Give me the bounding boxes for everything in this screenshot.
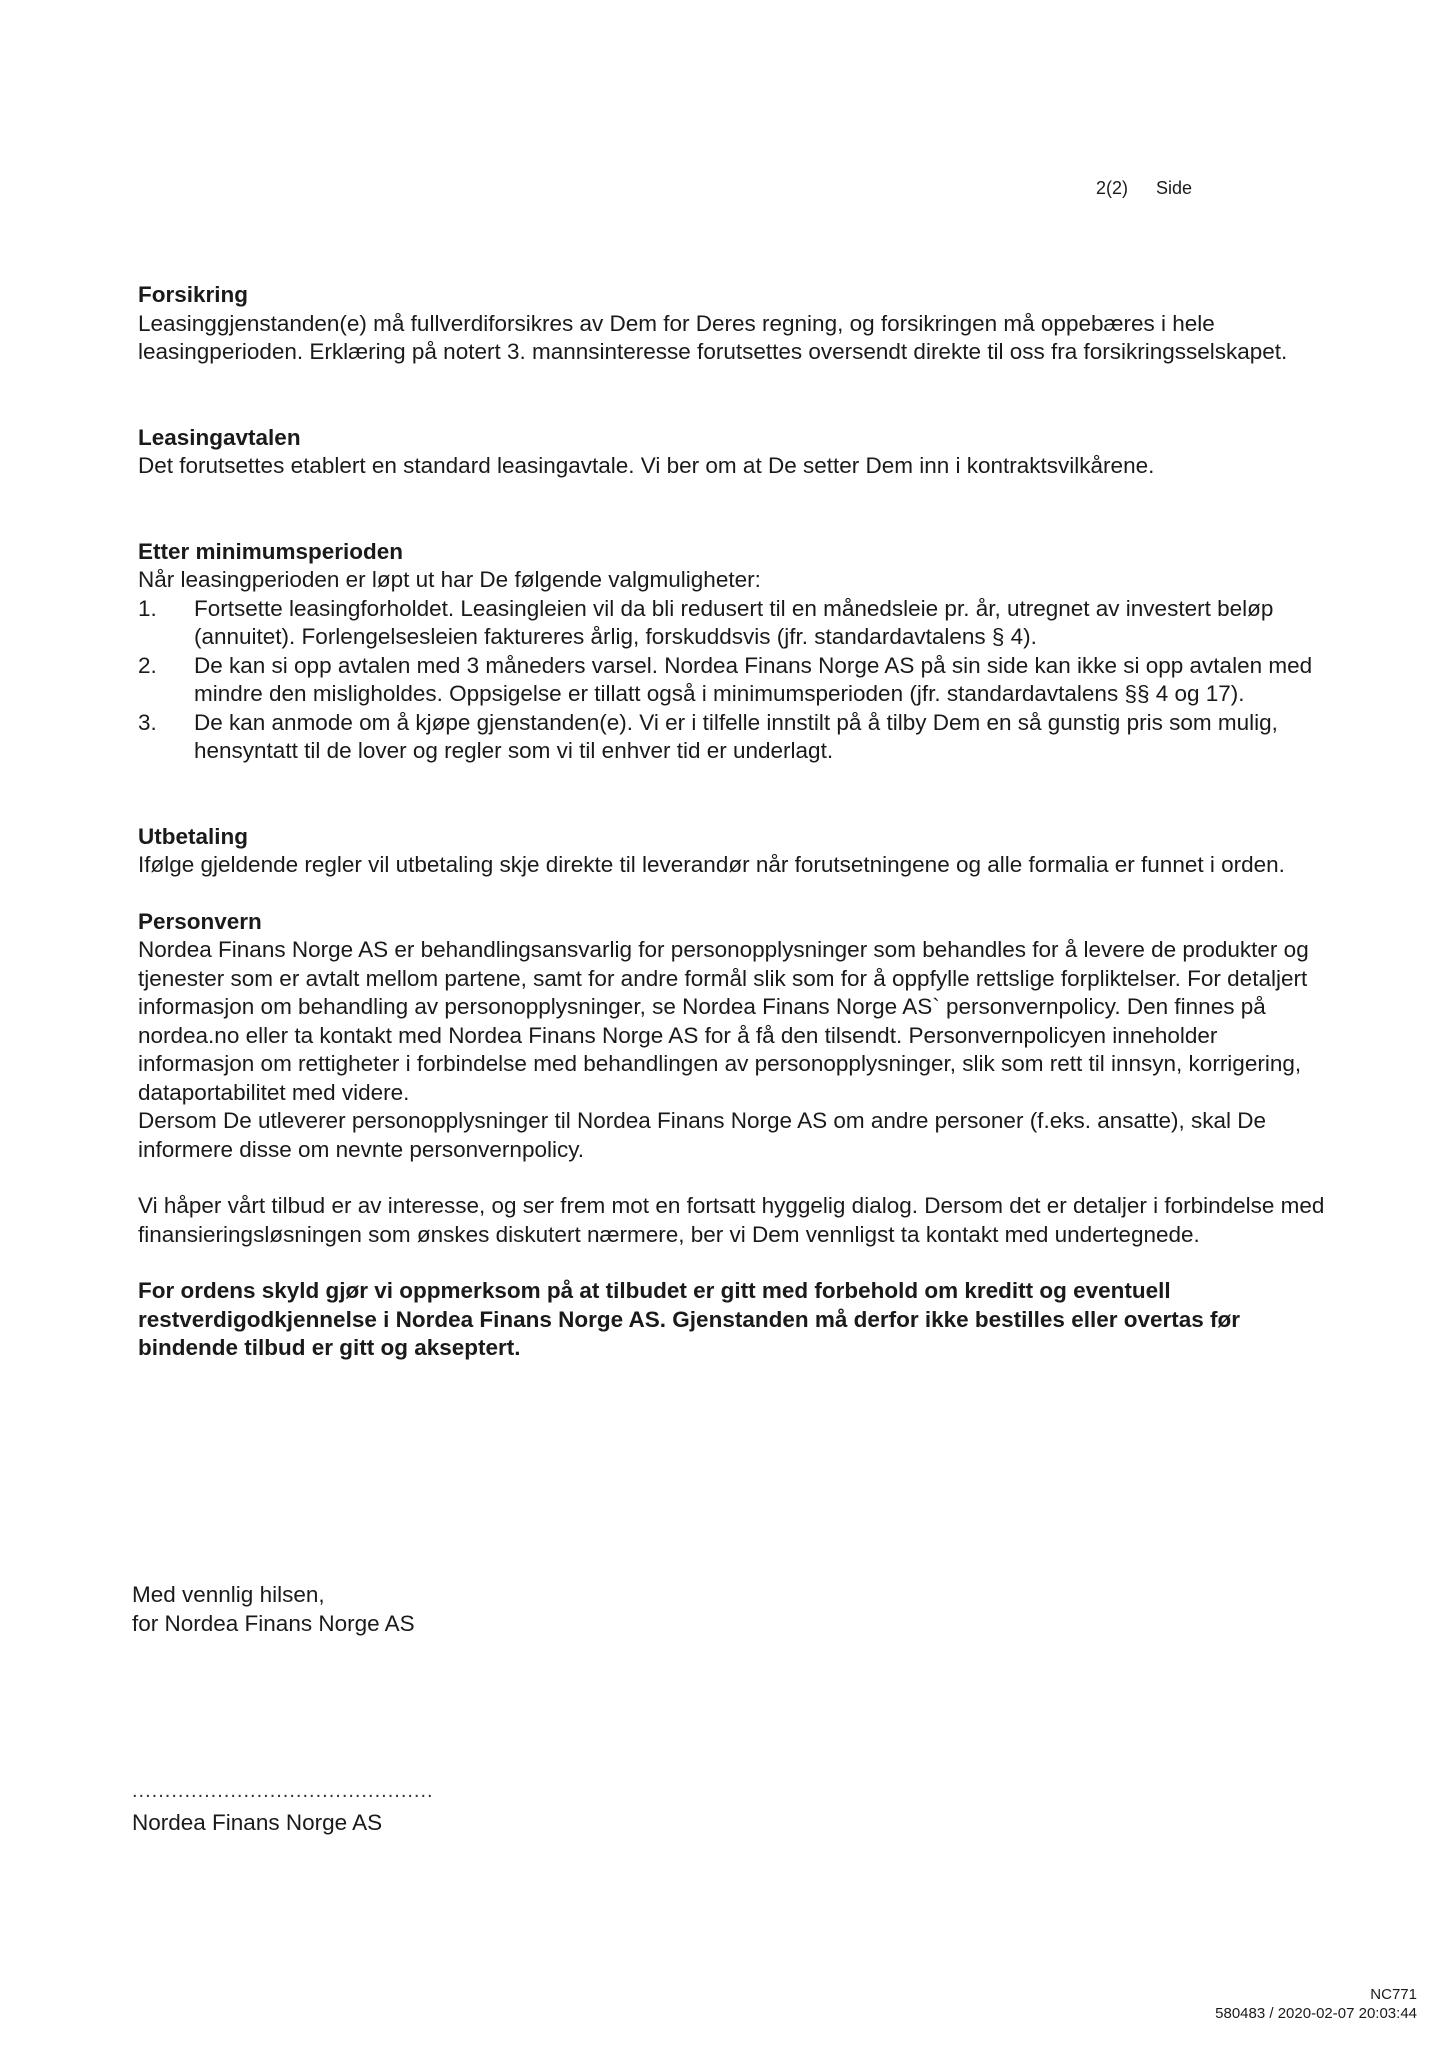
list-item	[138, 652, 1328, 709]
options-list	[138, 595, 1328, 766]
section-forsikring	[138, 281, 1328, 367]
signature-line: ..............................................	[132, 1780, 434, 1802]
section-personvern	[138, 908, 1328, 1165]
page-number	[1096, 178, 1192, 199]
page-count: 2(2)	[1096, 178, 1129, 198]
footer-reference: 580483 / 2020-02-07 20:03:44	[1215, 2005, 1417, 2022]
list-item-text: De kan si opp avtalen med 3 måneders varsel. Nordea Finans Norge AS på sin side kan ikke si opp avtalen med mindre den misligholdes. Oppsigelse er tillatt også i minimumsperioden (jfr. standardavtalens §§ 4 og 17).	[194, 652, 1313, 706]
closing-paragraph: Vi håper vårt tilbud er av interesse, og ser frem mot en fortsatt hyggelig dialog. Dersom det er detaljer i forbindelse med finansieringsløsningen som ønskes diskutert nærmere, ber vi Dem vennligst ta kontakt med undertegnede.	[138, 1193, 1325, 1247]
section-body-forsikring: Leasinggjenstanden(e) må fullverdiforsikres av Dem for Deres regning, og forsikringen må oppebæres i hele leasingperioden. Erklæring på notert 3. mannsinteresse forutsettes oversendt direkte til oss fra forsikringsselskapet.	[138, 310, 1288, 364]
footer-code: NC771	[1370, 1986, 1417, 2003]
list-item-number: 3.	[138, 709, 157, 735]
section-intro-etter-minimumsperioden: Når leasingperioden er løpt ut har De følgende valgmuligheter:	[138, 567, 761, 592]
section-body-leasingavtalen: Det forutsettes etablert en standard leasingavtale. Vi ber om at De setter Dem inn i kontraktsvilkårene.	[138, 453, 1155, 478]
signoff-company: for Nordea Finans Norge AS	[132, 1611, 415, 1636]
list-item-text: Fortsette leasingforholdet. Leasingleien vil da bli redusert til en månedsleie pr. år, utregnet av investert beløp (annuitet). Forlengelsesleien faktureres årlig, forskuddsvis (jfr. standardavtalens § 4).	[194, 595, 1274, 649]
list-item-number: 2.	[138, 652, 157, 678]
list-item-text: De kan anmode om å kjøpe gjenstanden(e). Vi er i tilfelle innstilt på å tilby Dem en så gunstig pris som mulig, hensyntatt til de lover og regler som vi til enhver tid er underlagt.	[194, 709, 1278, 763]
list-item	[138, 595, 1328, 652]
section-title-forsikring: Forsikring	[138, 282, 249, 307]
letter-body	[138, 281, 1328, 1363]
list-item-number: 1.	[138, 595, 157, 621]
list-item	[138, 709, 1328, 766]
section-utbetaling	[138, 823, 1328, 880]
section-title-personvern: Personvern	[138, 908, 262, 934]
section-title-utbetaling: Utbetaling	[138, 823, 248, 849]
section-body-utbetaling: Ifølge gjeldende regler vil utbetaling skje direkte til leverandør når forutsetningene og alle formalia er funnet i orden.	[138, 852, 1285, 877]
section-leasingavtalen	[138, 424, 1328, 481]
disclaimer-paragraph: For ordens skyld gjør vi oppmerksom på at tilbudet er gitt med forbehold om kreditt og eventuell restverdigodkjennelse i Nordea Finans Norge AS. Gjenstanden må derfor ikke bestilles eller overtas før bindende tilbud er gitt og akseptert.	[138, 1278, 1241, 1360]
section-etter-minimumsperioden	[138, 538, 1328, 766]
section-title-etter-minimumsperioden: Etter minimumsperioden	[138, 538, 404, 564]
signoff	[132, 1580, 415, 1638]
page-label: Side	[1156, 178, 1193, 198]
section-title-leasingavtalen: Leasingavtalen	[138, 424, 301, 450]
section-body-personvern: Nordea Finans Norge AS er behandlingsansvarlig for personopplysninger som behandles for å levere de produkter og tjenester som er avtalt mellom partene, samt for andre formål slik som for å oppfylle rettslige forpliktelser. For detaljert informasjon om behandling av personopplysninger, se Nordea Finans Norge AS` personvernpolicy. Den finnes på nordea.no eller ta kontakt med Nordea Finans Norge AS for å få den tilsendt. Personvernpolicyen inneholder informasjon om rettigheter i forbindelse med behandlingen av personopplysninger, slik som rett til innsyn, korrigering, dataportabilitet med videre.	[138, 937, 1309, 1105]
signoff-greeting: Med vennlig hilsen,	[132, 1582, 325, 1607]
document-footer	[1215, 1985, 1417, 2023]
section-body-personvern-2: Dersom De utleverer personopplysninger til Nordea Finans Norge AS om andre personer (f.eks. ansatte), skal De informere disse om nevnte personvernpolicy.	[138, 1108, 1267, 1162]
signatory-name: Nordea Finans Norge AS	[132, 1810, 383, 1835]
